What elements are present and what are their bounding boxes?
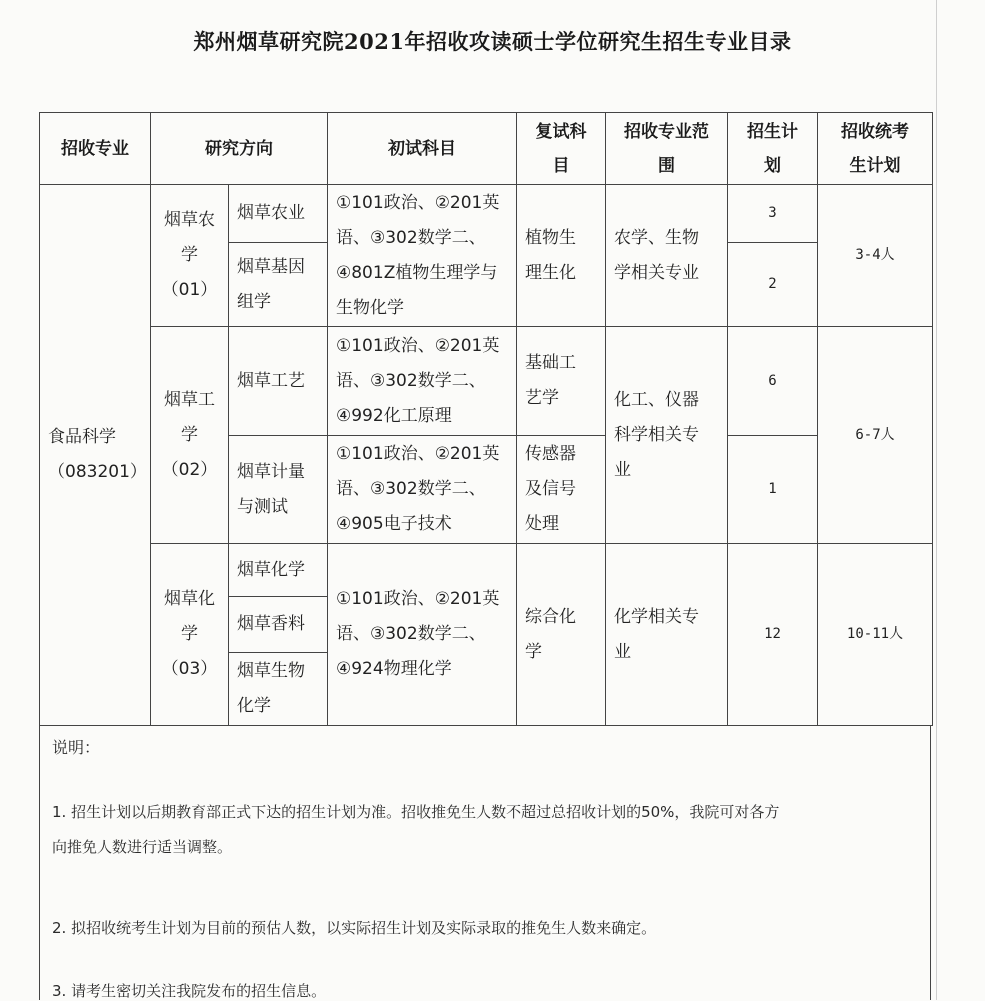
admission-scope-cell: 化学相关专 业 — [606, 544, 728, 726]
header-row — [40, 113, 933, 185]
direction-group-03: 烟草化 学 （03） — [151, 544, 229, 726]
exam-subjects-cell: ①101政治、②201英 语、③302数学二、 ④992化工原理 — [328, 327, 517, 436]
major-cell: 食品科学 （083201） — [40, 185, 151, 726]
unified-plan-cell: 6-7人 — [818, 327, 933, 544]
note-item-1: 1. 招生计划以后期教育部正式下达的招生计划为准。招收推免生人数不超过总招收计划的50%，我院可对各方向推免人数进行适当调整。 — [52, 803, 780, 856]
retest-subject-cell: 植物生 理生化 — [517, 185, 606, 327]
subdirection-cell: 烟草工艺 — [229, 327, 328, 436]
header-major: 招收专业 — [40, 113, 151, 185]
plan-count-cell: 2 — [728, 243, 818, 327]
exam-subjects-cell: ①101政治、②201英 语、③302数学二、 ④801Z植物生理学与 生物化学 — [328, 185, 517, 327]
notes-heading: 说明： — [52, 738, 101, 757]
direction-group-01: 烟草农 学 （01） — [151, 185, 229, 327]
exam-subjects-cell: ①101政治、②201英 语、③302数学二、 ④924物理化学 — [328, 544, 517, 726]
unified-plan-cell: 3-4人 — [818, 185, 933, 327]
admission-scope-cell: 农学、生物 学相关专业 — [606, 185, 728, 327]
catalog-table — [39, 112, 933, 726]
subdirection-cell: 烟草基因 组学 — [229, 243, 328, 327]
note-item-2: 2. 拟招收统考生计划为目前的预估人数，以实际招生计划及实际录取的推免生人数来确定。 — [52, 919, 657, 937]
page-edge — [936, 0, 937, 1000]
subdirection-cell: 烟草计量 与测试 — [229, 436, 328, 544]
retest-subject-cell: 综合化 学 — [517, 544, 606, 726]
note-item-3: 3. 请考生密切关注我院发布的招生信息。 — [52, 982, 327, 1000]
plan-count-cell: 12 — [728, 544, 818, 726]
header-direction: 研究方向 — [151, 113, 328, 185]
retest-subject-cell: 传感器 及信号 处理 — [517, 436, 606, 544]
table-row — [40, 185, 933, 243]
plan-count-cell: 1 — [728, 436, 818, 544]
exam-subjects-cell: ①101政治、②201英 语、③302数学二、 ④905电子技术 — [328, 436, 517, 544]
subdirection-cell: 烟草农业 — [229, 185, 328, 243]
notes-section — [39, 725, 931, 1000]
plan-count-cell: 6 — [728, 327, 818, 436]
direction-group-02: 烟草工 学 （02） — [151, 327, 229, 544]
subdirection-cell: 烟草香料 — [229, 597, 328, 653]
subdirection-cell: 烟草化学 — [229, 544, 328, 597]
page-title: 郑州烟草研究院2021年招收攻读硕士学位研究生招生专业目录 — [193, 29, 792, 54]
subdirection-cell: 烟草生物 化学 — [229, 653, 328, 726]
header-retest: 复试科 目 — [517, 113, 606, 185]
header-plan: 招生计 划 — [728, 113, 818, 185]
header-exam: 初试科目 — [328, 113, 517, 185]
admission-scope-cell: 化工、仪器 科学相关专 业 — [606, 327, 728, 544]
plan-count-cell: 3 — [728, 185, 818, 243]
table-row — [40, 544, 933, 597]
header-scope: 招收专业范 围 — [606, 113, 728, 185]
unified-plan-cell: 10-11人 — [818, 544, 933, 726]
retest-subject-cell: 基础工 艺学 — [517, 327, 606, 436]
table-row — [40, 327, 933, 436]
header-unified: 招收统考 生计划 — [818, 113, 933, 185]
